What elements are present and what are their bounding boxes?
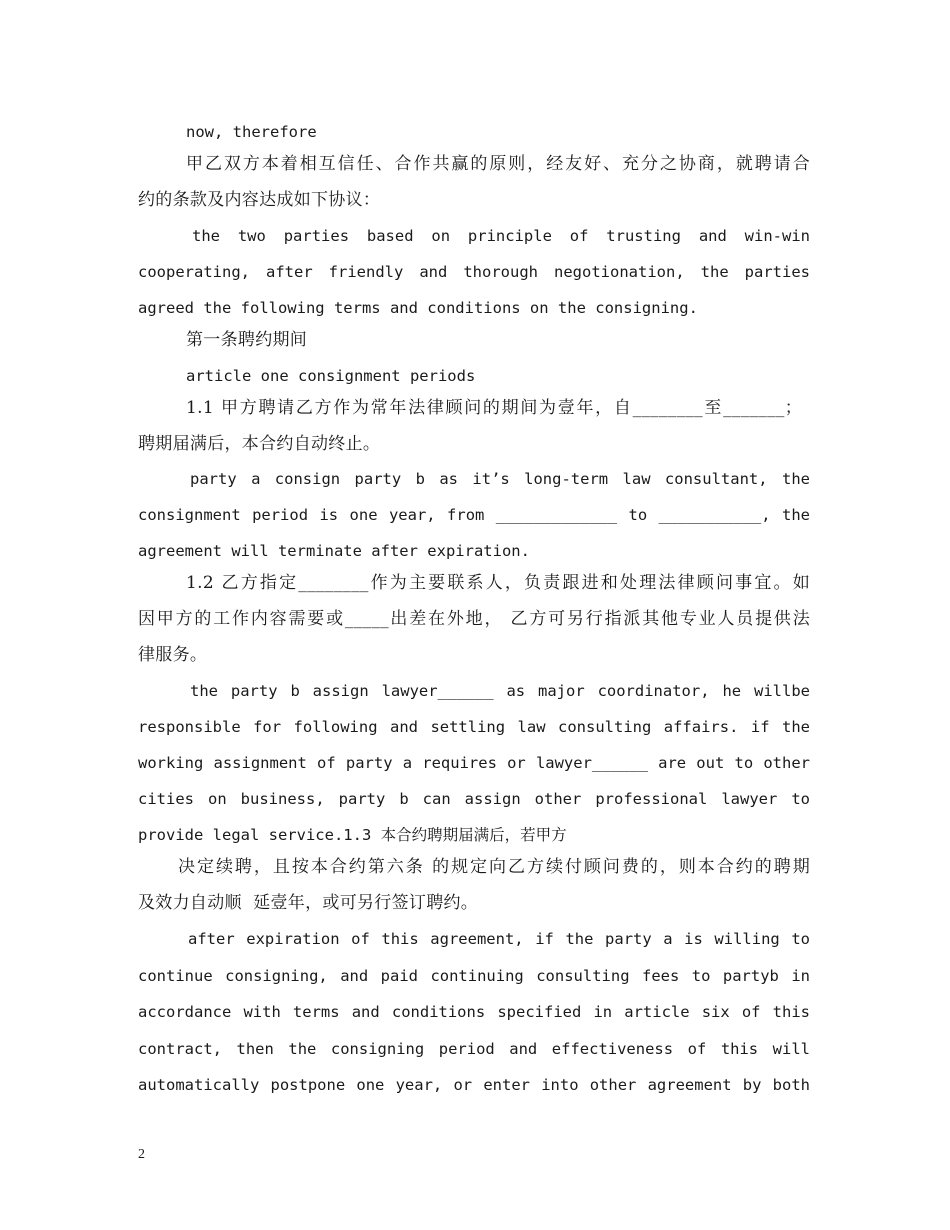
text-line: consignment period is one year, from _____________ to ___________, the xyxy=(138,506,810,524)
text-line: 甲乙双方本着相互信任、合作共赢的原则，经友好、充分之协商，就聘请合 xyxy=(186,154,810,174)
section-heading: 第一条聘约期间 xyxy=(186,330,308,350)
text-line: provide legal service.1.3 本合约聘期届满后，若甲方 xyxy=(138,826,567,844)
text-line: after expiration of this agreement, if the party a is willing to xyxy=(188,930,810,948)
text-line: 1.2 乙方指定________作为主要联系人，负责跟进和处理法律顾问事宜。如 xyxy=(186,573,810,593)
text-line: 因甲方的工作内容需要或_____出差在外地， 乙方可另行指派其他专业人员提供法 xyxy=(138,609,810,629)
text-line: cities on business, party b can assign other professional lawyer to xyxy=(138,790,810,808)
text-line: contract, then the consigning period and effectiveness of this will xyxy=(138,1040,810,1058)
text-line: agreed the following terms and conditions on the consigning. xyxy=(138,299,698,317)
text-line: 聘期届满后，本合约自动终止。 xyxy=(138,434,381,454)
text-line: 及效力自动顺 延壹年，或可另行签订聘约。 xyxy=(138,893,479,913)
page-number: 2 xyxy=(138,1147,145,1162)
text-line: automatically postpone one year, or enter into other agreement by both xyxy=(138,1076,810,1094)
text-line: 决定续聘，且按本合约第六条 的规定向乙方续付顾问费的，则本合约的聘期 xyxy=(178,857,810,877)
text-line: accordance with terms and conditions specified in article six of this xyxy=(138,1003,810,1021)
text-line: 约的条款及内容达成如下协议： xyxy=(138,190,381,210)
text-line: working assignment of party a requires or lawyer______ are out to other xyxy=(138,754,810,772)
text-line: 1.1 甲方聘请乙方作为常年法律顾问的期间为壹年，自________至_______； xyxy=(186,398,802,418)
text-line: now, therefore xyxy=(186,123,317,141)
text-line: agreement will terminate after expiration. xyxy=(138,542,530,560)
text-line: party a consign party b as it’s long-term law consultant, the xyxy=(190,470,810,488)
text-line: 律服务。 xyxy=(138,645,208,665)
text-line: the party b assign lawyer______ as major coordinator, he willbe xyxy=(190,682,810,700)
text-line: cooperating, after friendly and thorough negotionation, the parties xyxy=(138,263,810,281)
text-line: continue consigning, and paid continuing consulting fees to partyb in xyxy=(138,967,810,985)
section-heading: article one consignment periods xyxy=(186,367,476,385)
text-line: the two parties based on principle of trusting and win-win xyxy=(192,227,810,245)
text-line: responsible for following and settling law consulting affairs. if the xyxy=(138,718,810,736)
